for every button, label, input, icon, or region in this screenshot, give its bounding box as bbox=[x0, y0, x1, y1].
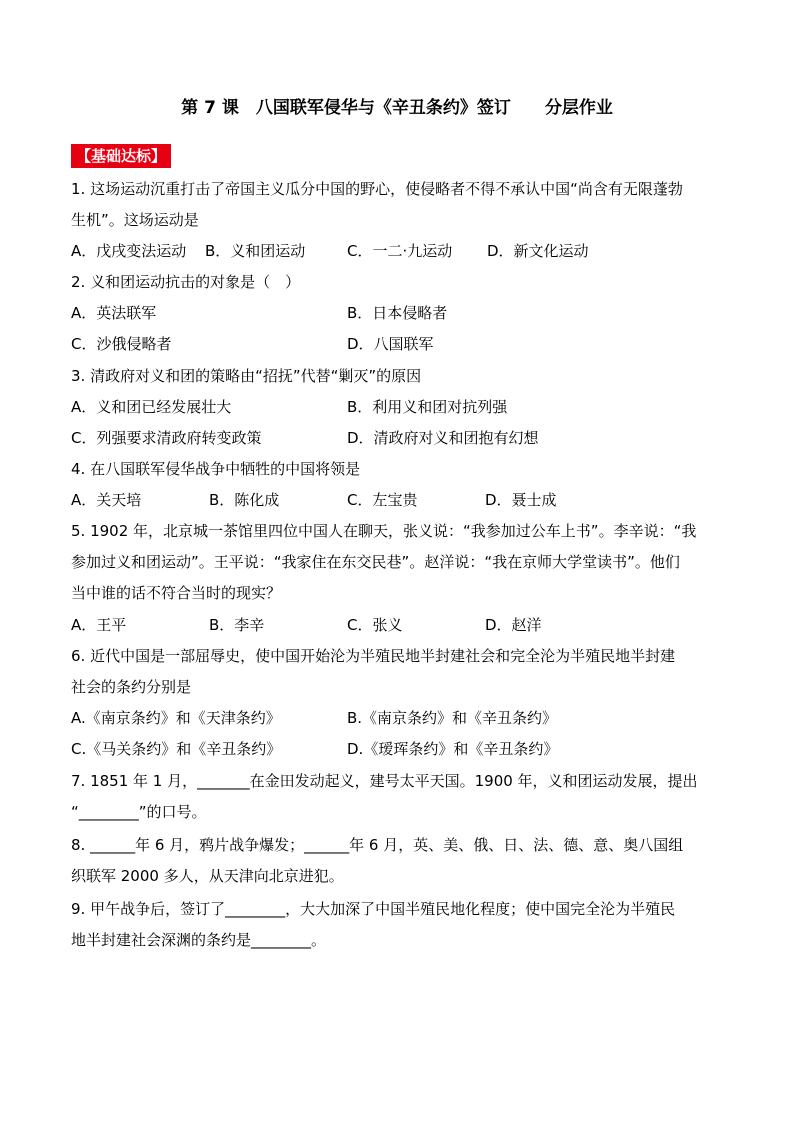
option-b: B．陈化成 bbox=[209, 491, 280, 509]
option-a: A.《南京条约》和《天津条约》 bbox=[71, 709, 281, 727]
question-6-line-2: 社会的条约分别是 bbox=[71, 678, 192, 696]
option-b: B.《南京条约》和《辛丑条约》 bbox=[347, 709, 558, 727]
option-c: C．张义 bbox=[347, 616, 403, 634]
question-1-line-2: 生机”。这场运动是 bbox=[71, 211, 199, 229]
option-a: A．戊戌变法运动 bbox=[71, 242, 187, 260]
question-7-line-1: 7. 1851 年 1 月，_______在金田发动起义，建号太平天国。1900 年，义和团运动发展，提出 bbox=[71, 772, 698, 790]
question-5-line-3: 当中谁的话不符合当时的现实？ bbox=[71, 584, 282, 602]
question-8-line-2: 织联军 2000 多人，从天津向北京进犯。 bbox=[71, 867, 344, 885]
question-3-line-1: 3. 清政府对义和团的策略由“招抚”代替“剿灭”的原因 bbox=[71, 367, 422, 385]
option-a: A．关天培 bbox=[71, 491, 142, 509]
page-title: 第 7 课 八国联军侵华与《辛丑条约》签订 分层作业 bbox=[181, 98, 613, 118]
option-a: A．英法联军 bbox=[71, 304, 157, 322]
option-d: D．赵洋 bbox=[485, 616, 542, 634]
option-c: C．一二·九运动 bbox=[347, 242, 453, 260]
option-d: D.《瑷珲条约》和《辛丑条约》 bbox=[347, 740, 559, 758]
option-c: C．列强要求清政府转变政策 bbox=[71, 429, 262, 447]
option-a: A．义和团已经发展壮大 bbox=[71, 398, 232, 416]
section-label-basic: 【基础达标】 bbox=[71, 144, 171, 168]
question-6-line-1: 6. 近代中国是一部屈辱史，使中国开始沦为半殖民地半封建社会和完全沦为半殖民地半封建 bbox=[71, 647, 676, 665]
option-b: B．日本侵略者 bbox=[347, 304, 448, 322]
option-b: B．义和团运动 bbox=[205, 242, 306, 260]
question-2-line-1: 2. 义和团运动抗击的对象是（ ） bbox=[71, 273, 301, 291]
option-a: A．王平 bbox=[71, 616, 127, 634]
question-7-line-2: “________”的口号。 bbox=[71, 803, 207, 821]
option-c: C.《马关条约》和《辛丑条约》 bbox=[71, 740, 282, 758]
question-1-line-1: 1. 这场运动沉重打击了帝国主义瓜分中国的野心，使侵略者不得不承认中国“尚含有无限蓬勃 bbox=[71, 180, 683, 198]
question-9-line-1: 9. 甲午战争后，签订了________，大大加深了中国半殖民地化程度；使中国完全沦为半殖民 bbox=[71, 900, 676, 918]
option-b: B．利用义和团对抗列强 bbox=[347, 398, 508, 416]
question-5-line-1: 5. 1902 年，北京城一茶馆里四位中国人在聊天，张义说：“我参加过公车上书”。李辛说：“我 bbox=[71, 522, 697, 540]
question-8-line-1: 8. ______年 6 月，鸦片战争爆发；______年 6 月，英、美、俄、日、法、德、意、奥八国组 bbox=[71, 836, 684, 854]
option-d: D．聂士成 bbox=[485, 491, 557, 509]
question-9-line-2: 地半封建社会深渊的条约是________。 bbox=[71, 931, 327, 949]
option-b: B．李辛 bbox=[209, 616, 265, 634]
option-c: C．左宝贵 bbox=[347, 491, 418, 509]
question-4-line-1: 4. 在八国联军侵华战争中牺牲的中国将领是 bbox=[71, 460, 361, 478]
question-5-line-2: 参加过义和团运动”。王平说：“我家住在东交民巷”。赵洋说：“我在京师大学堂读书”。他们 bbox=[71, 553, 680, 571]
option-d: D．清政府对义和团抱有幻想 bbox=[347, 429, 539, 447]
option-d: D．八国联军 bbox=[347, 335, 434, 353]
option-c: C．沙俄侵略者 bbox=[71, 335, 172, 353]
option-d: D．新文化运动 bbox=[487, 242, 589, 260]
